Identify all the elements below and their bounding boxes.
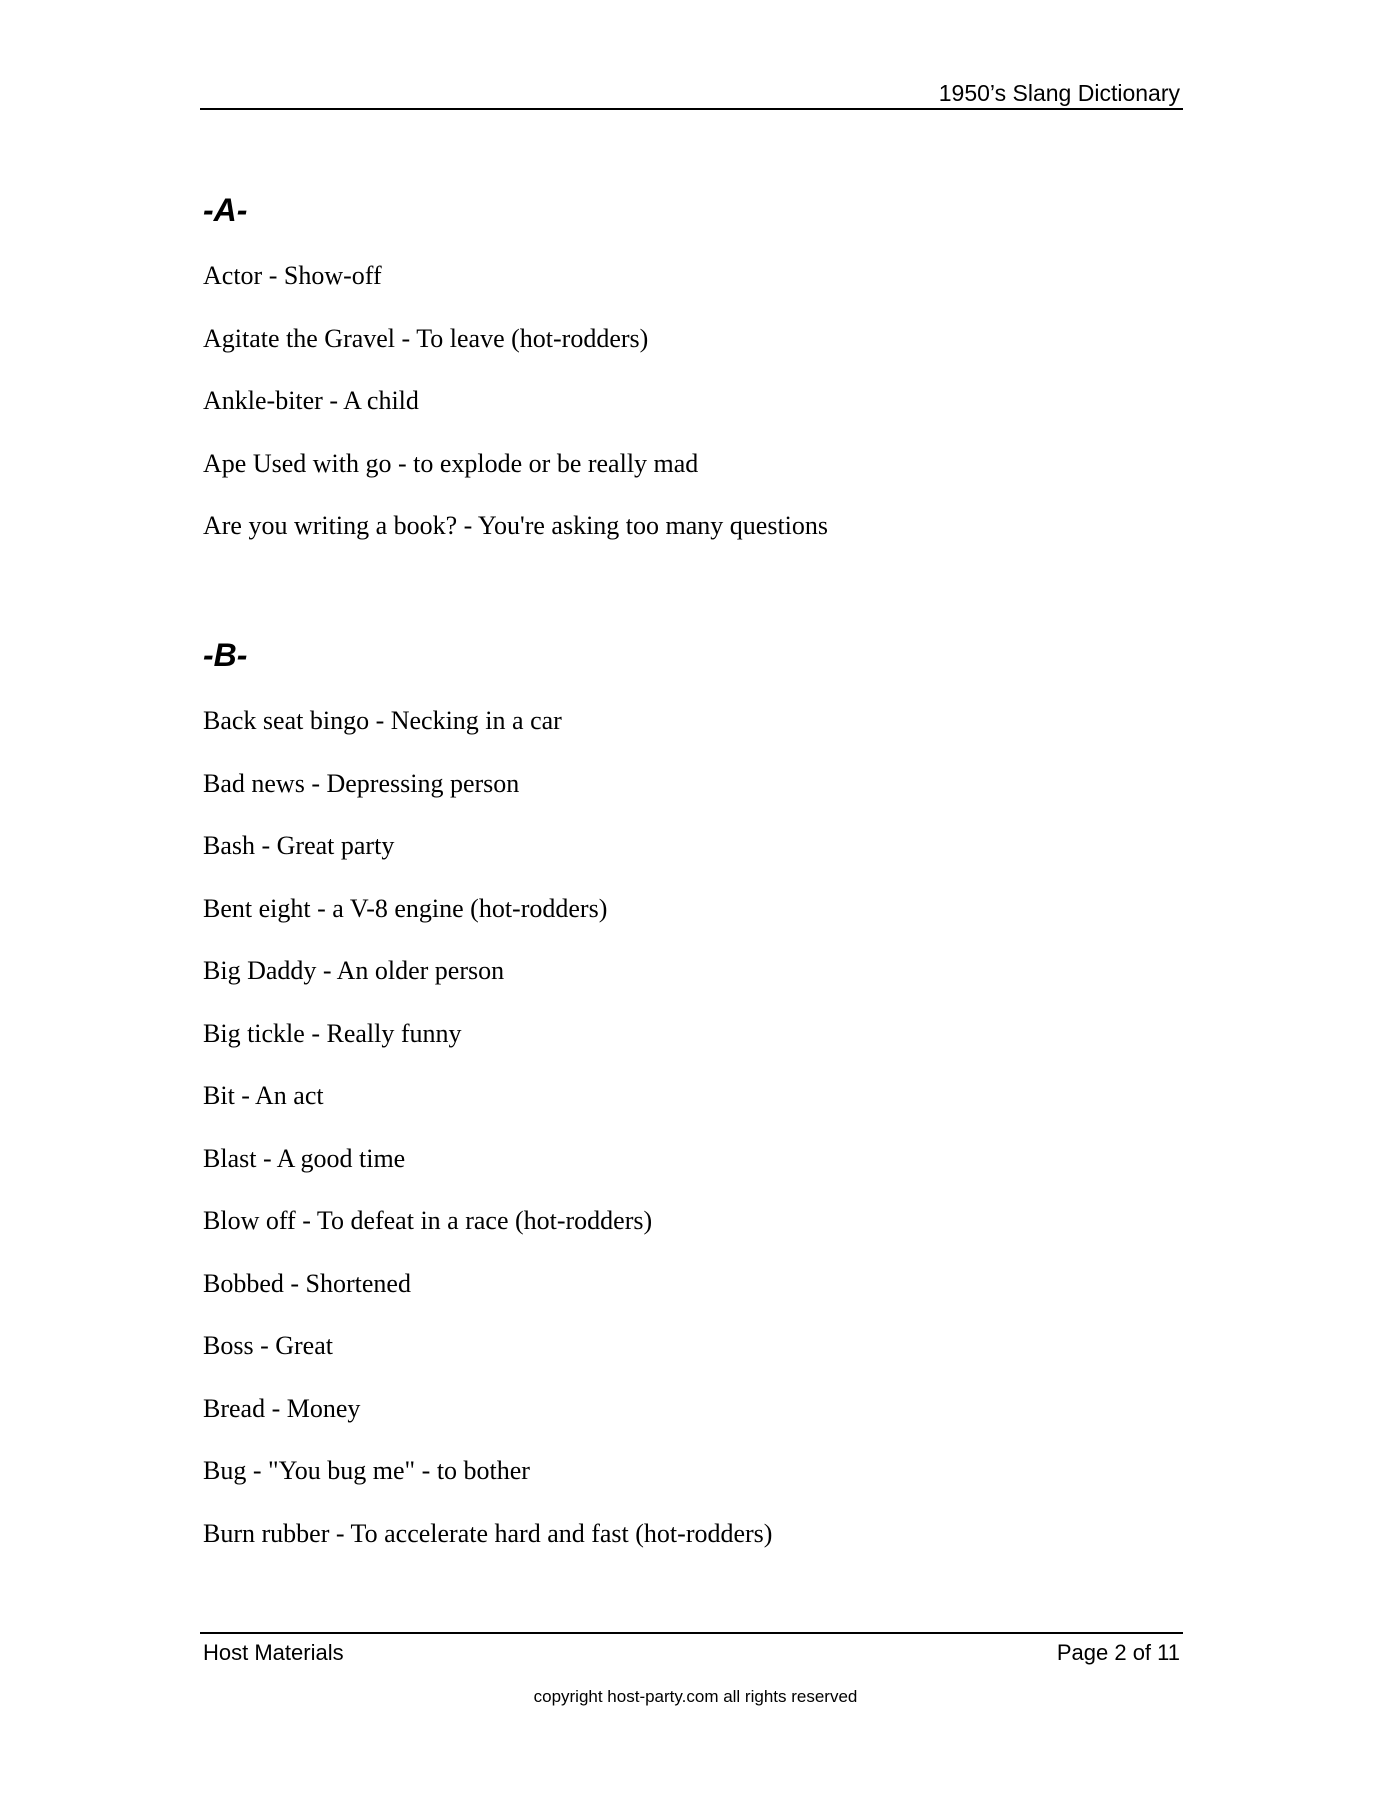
dictionary-entry: Bent eight - a V-8 engine (hot-rodders): [203, 893, 608, 923]
dictionary-entry: Agitate the Gravel - To leave (hot-rodders): [203, 323, 649, 353]
section-heading: -B-: [203, 637, 248, 673]
document-title: 1950’s Slang Dictionary: [938, 80, 1180, 106]
dictionary-entry: Bad news - Depressing person: [203, 768, 520, 798]
copyright-notice: copyright host-party.com all rights reserved: [533, 1687, 858, 1706]
dictionary-entry: Big Daddy - An older person: [203, 956, 505, 985]
dictionary-entry: Blast - A good time: [203, 1143, 406, 1173]
section-heading: -A-: [203, 192, 248, 228]
dictionary-entry: Are you writing a book? - You're asking too many questions: [203, 511, 829, 540]
dictionary-entry: Ankle-biter - A child: [203, 386, 419, 415]
dictionary-entry: Blow off - To defeat in a race (hot-rodders): [203, 1206, 653, 1235]
dictionary-entry: Back seat bingo - Necking in a car: [203, 706, 562, 735]
page-header: [200, 78, 1183, 110]
dictionary-entry: Big tickle - Really funny: [203, 1018, 462, 1048]
dictionary-entry: Ape Used with go - to explode or be really mad: [203, 448, 699, 478]
page-footer: [200, 1632, 1183, 1668]
dictionary-entry: Bit - An act: [203, 1081, 324, 1110]
dictionary-entry: Bobbed - Shortened: [203, 1268, 411, 1298]
dictionary-entry: Burn rubber - To accelerate hard and fast (hot-rodders): [203, 1518, 773, 1548]
section-b: [203, 637, 1163, 1581]
dictionary-entry: Bread - Money: [203, 1393, 361, 1423]
section-a: [203, 192, 1163, 574]
dictionary-entry: Bash - Great party: [203, 831, 395, 860]
dictionary-entry: Boss - Great: [203, 1331, 333, 1360]
footer-label: Host Materials: [203, 1640, 344, 1665]
dictionary-entry: Actor - Show-off: [203, 261, 382, 290]
dictionary-entry: Bug - "You bug me" - to bother: [203, 1456, 530, 1485]
page-number: Page 2 of 11: [1056, 1640, 1180, 1665]
